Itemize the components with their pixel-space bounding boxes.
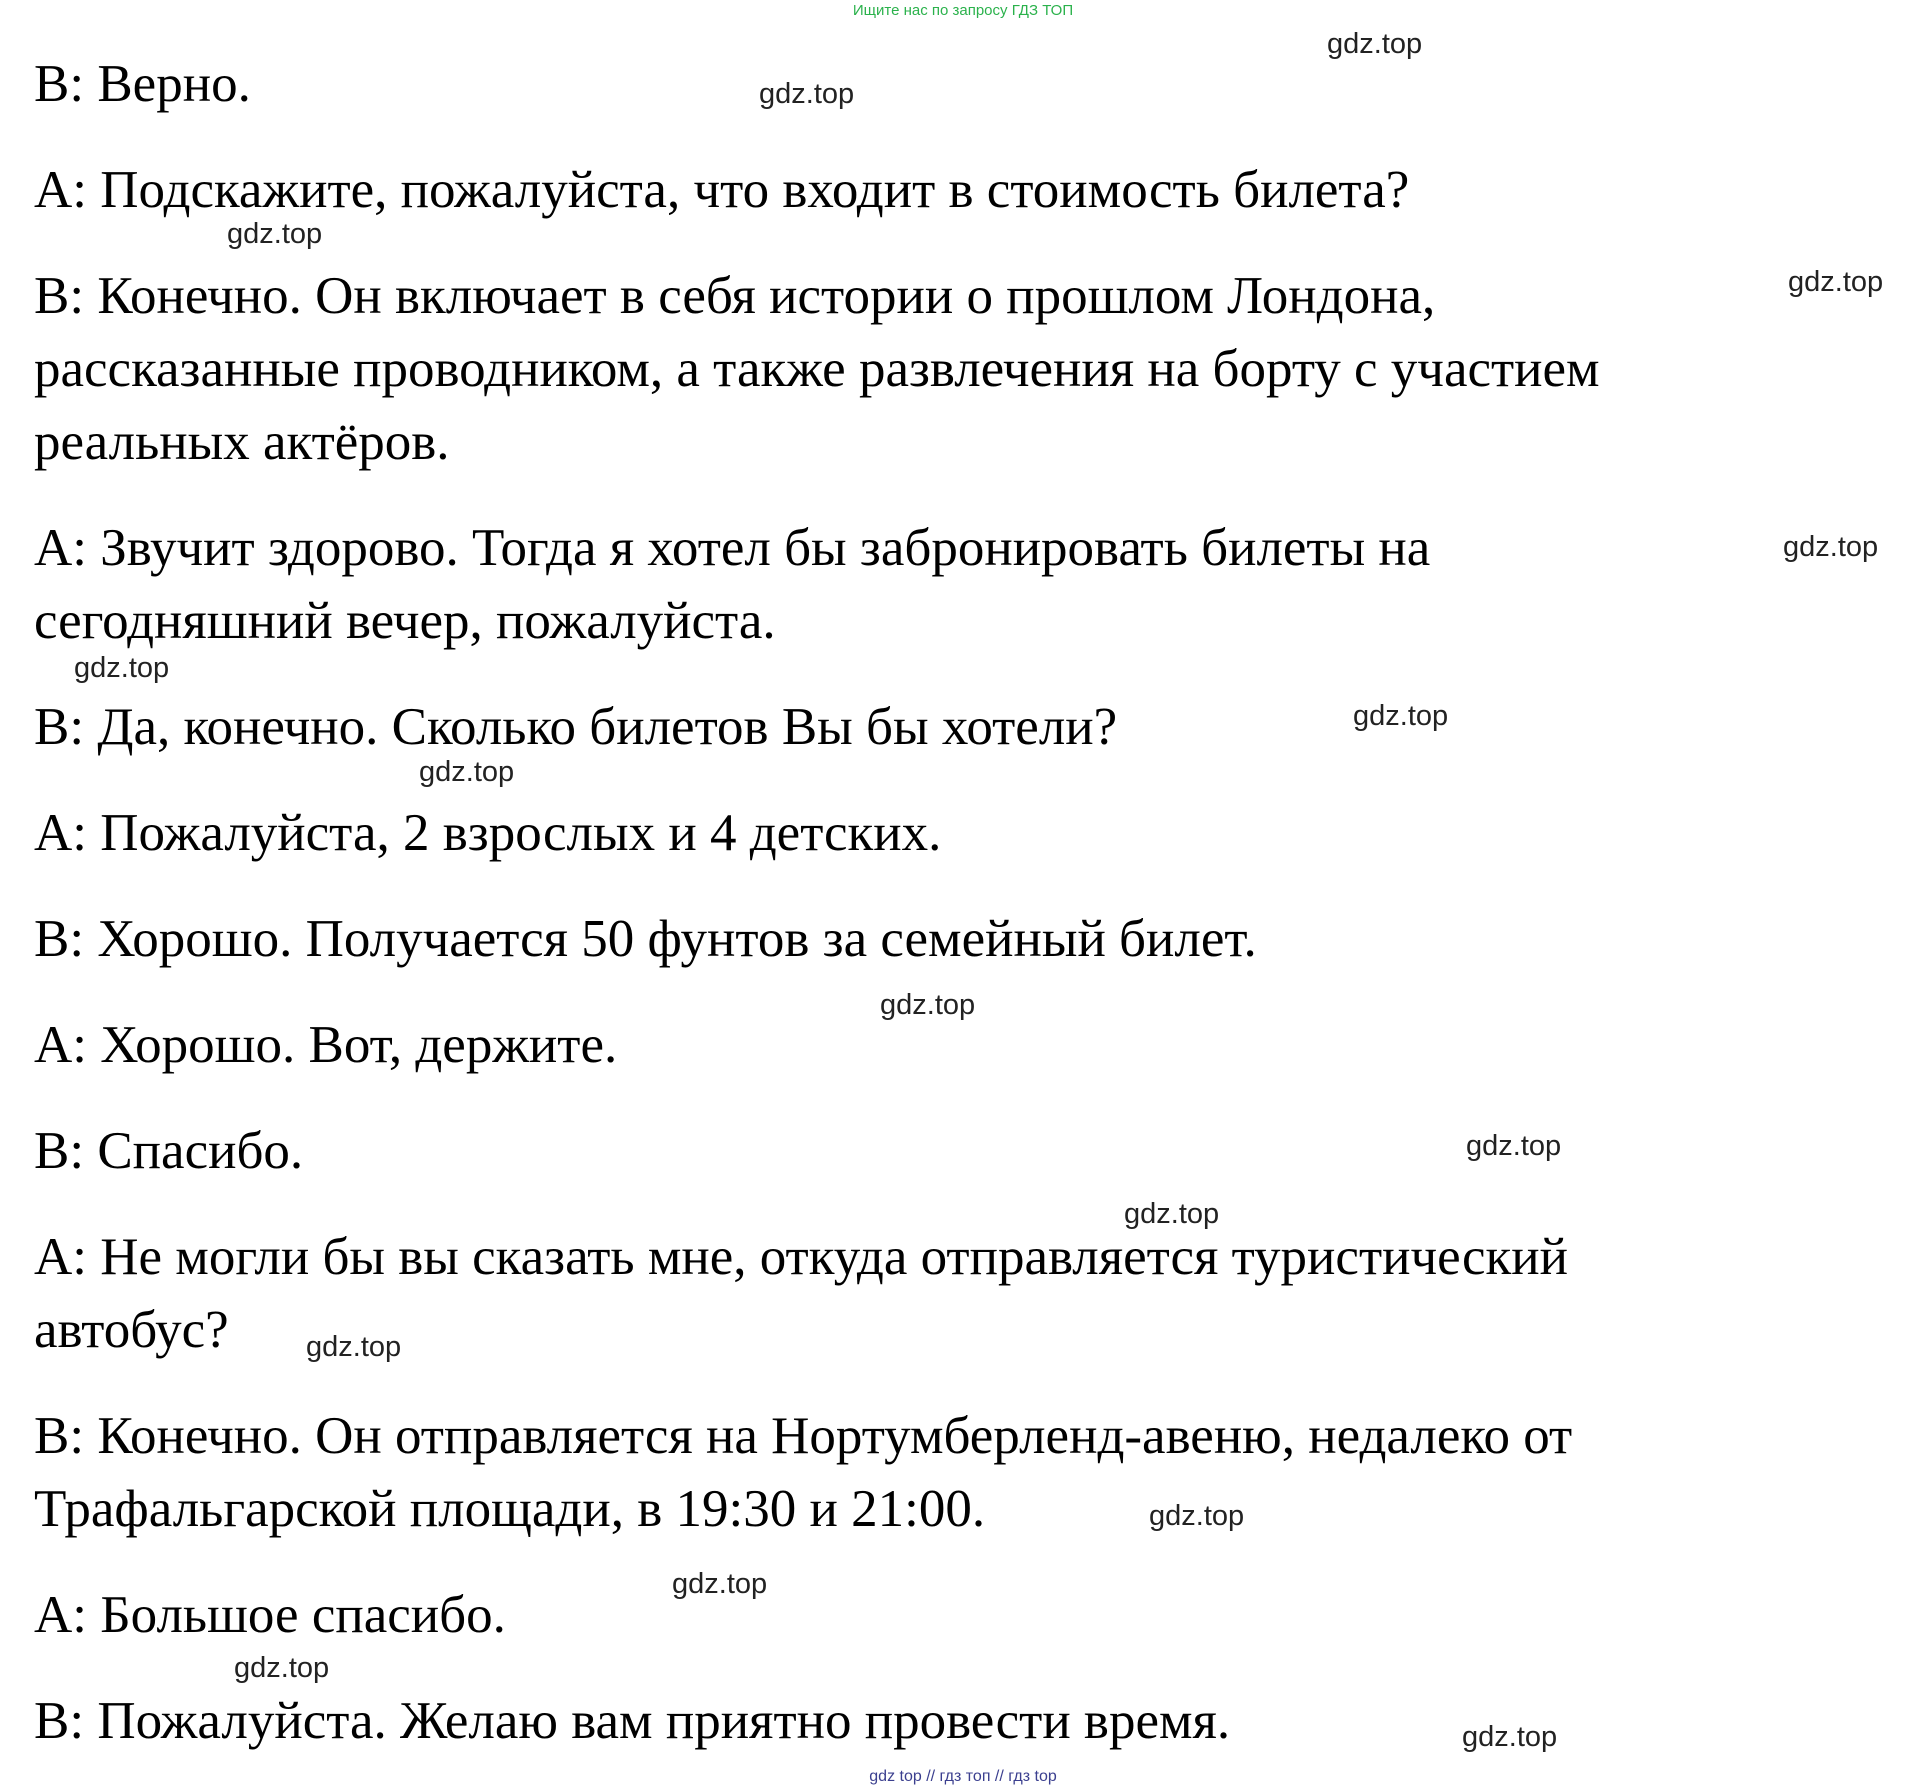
dialogue-line: A: Подскажите, пожалуйста, что входит в стоимость билета?	[34, 161, 1410, 219]
dialogue-line: Трафальгарской площади, в 19:30 и 21:00.	[34, 1480, 986, 1538]
top-banner: Ищите нас по запросу ГДЗ ТОП	[852, 2, 1074, 19]
watermark: gdz.top	[306, 1331, 402, 1363]
dialogue-line: A: Звучит здорово. Тогда я хотел бы забронировать билеты на	[34, 519, 1431, 577]
dialogue-line: B: Конечно. Он включает в себя истории о прошлом Лондона,	[34, 267, 1436, 325]
watermark: gdz.top	[234, 1652, 330, 1684]
footer-watermark: gdz top // гдз топ // гдз top	[869, 1768, 1057, 1785]
watermark: gdz.top	[1327, 28, 1423, 60]
dialogue-line: B: Верно.	[34, 55, 251, 113]
dialogue-line: A: Большое спасибо.	[34, 1586, 506, 1644]
watermark: gdz.top	[880, 989, 976, 1021]
dialogue-line: A: Не могли бы вы сказать мне, откуда отправляется туристический	[34, 1228, 1568, 1286]
watermark: gdz.top	[759, 78, 855, 110]
watermark: gdz.top	[1149, 1500, 1245, 1532]
watermark: gdz.top	[1783, 531, 1879, 563]
watermark: gdz.top	[1353, 700, 1449, 732]
dialogue-line: B: Конечно. Он отправляется на Нортумберленд-авеню, недалеко от	[34, 1407, 1573, 1465]
watermark: gdz.top	[1466, 1130, 1562, 1162]
watermark: gdz.top	[1462, 1721, 1558, 1753]
watermark: gdz.top	[1124, 1198, 1220, 1230]
watermark: gdz.top	[74, 652, 170, 684]
dialogue-line: рассказанные проводником, а также развлечения на борту с участием	[34, 340, 1600, 398]
dialogue-line: B: Спасибо.	[34, 1122, 304, 1180]
dialogue-line: автобус?	[34, 1301, 229, 1359]
watermark: gdz.top	[672, 1568, 768, 1600]
dialogue-line: A: Хорошо. Вот, держите.	[34, 1016, 618, 1074]
dialogue-line: реальных актёров.	[34, 413, 450, 471]
dialogue-line: B: Хорошо. Получается 50 фунтов за семейный билет.	[34, 910, 1257, 968]
watermark: gdz.top	[419, 756, 515, 788]
dialogue-line: A: Пожалуйста, 2 взрослых и 4 детских.	[34, 804, 942, 862]
dialogue-line: B: Пожалуйста. Желаю вам приятно провести время.	[34, 1692, 1231, 1750]
dialogue-line: сегодняшний вечер, пожалуйста.	[34, 592, 776, 650]
dialogue-line: B: Да, конечно. Сколько билетов Вы бы хотели?	[34, 698, 1118, 756]
watermark: gdz.top	[1788, 266, 1884, 298]
watermark: gdz.top	[227, 218, 323, 250]
